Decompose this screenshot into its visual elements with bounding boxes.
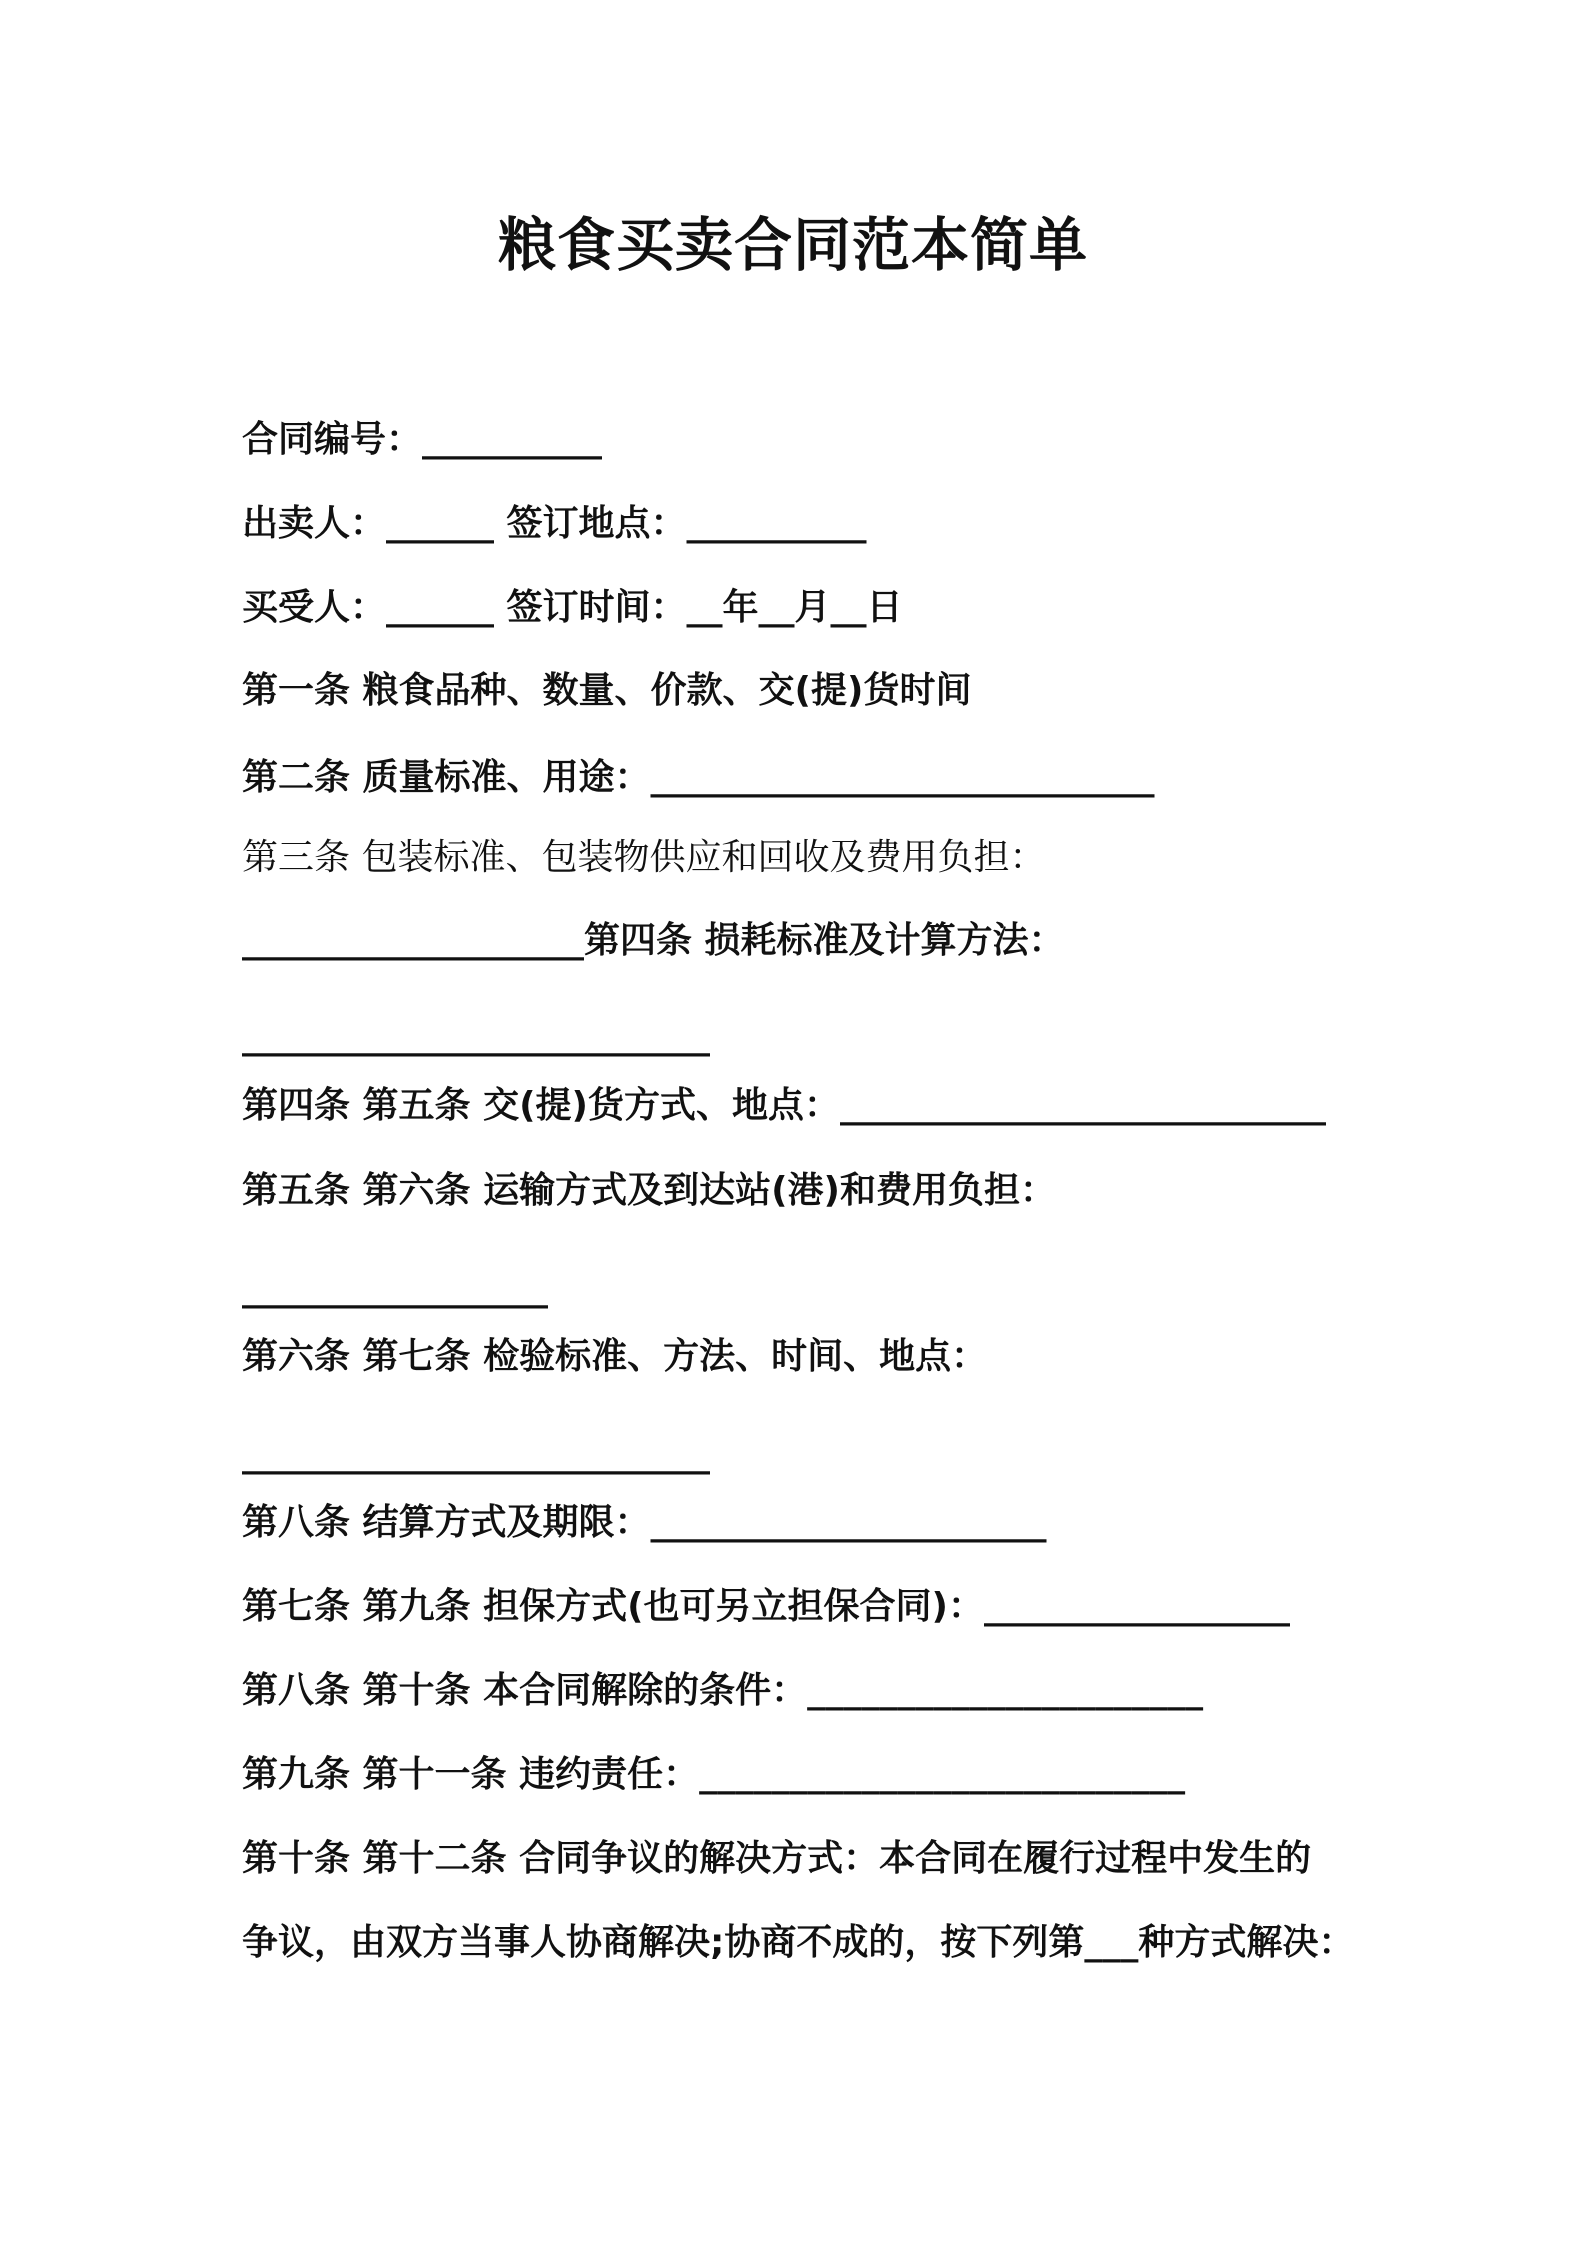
buyer-line: 买受人：______ 签订时间：__年__月__日 xyxy=(242,587,903,628)
article-10-line: 第八条 第十条 本合同解除的条件：______________________ xyxy=(242,1670,1204,1711)
article-4-line: ___________________第四条 损耗标准及计算方法： xyxy=(242,920,1065,961)
article-7-line: 第六条 第七条 检验标准、方法、时间、地点： xyxy=(242,1336,988,1377)
article-3-line: 第三条 包装标准、包装物供应和回收及费用负担： xyxy=(242,837,1046,878)
article-5-line: 第四条 第五条 交(提)货方式、地点：___________________________ xyxy=(242,1085,1326,1126)
document-title: 粮食买卖合同范本简单 xyxy=(497,211,1088,279)
blank-line-2: _________________ xyxy=(242,1268,548,1309)
contract-number-line: 合同编号：__________ xyxy=(242,419,603,460)
article-11-line: 第九条 第十一条 违约责任：___________________________ xyxy=(242,1754,1186,1795)
article-8-line: 第八条 结算方式及期限：______________________ xyxy=(242,1502,1047,1543)
blank-line-1: __________________________ xyxy=(242,1016,710,1057)
article-9-line: 第七条 第九条 担保方式(也可另立担保合同)：_________________ xyxy=(242,1586,1290,1627)
seller-line: 出卖人：______ 签订地点：__________ xyxy=(242,503,867,544)
blank-line-3: __________________________ xyxy=(242,1434,710,1475)
article-2-line: 第二条 质量标准、用途：____________________________ xyxy=(242,757,1155,798)
article-1-line: 第一条 粮食品种、数量、价款、交(提)货时间 xyxy=(242,670,972,711)
dispute-resolution-line: 争议，由双方当事人协商解决;协商不成的，按下列第___种方式解决： xyxy=(242,1922,1355,1963)
article-6-line: 第五条 第六条 运输方式及到达站(港)和费用负担： xyxy=(242,1170,1056,1211)
article-12-line: 第十条 第十二条 合同争议的解决方式：本合同在履行过程中发生的 xyxy=(242,1838,1312,1879)
